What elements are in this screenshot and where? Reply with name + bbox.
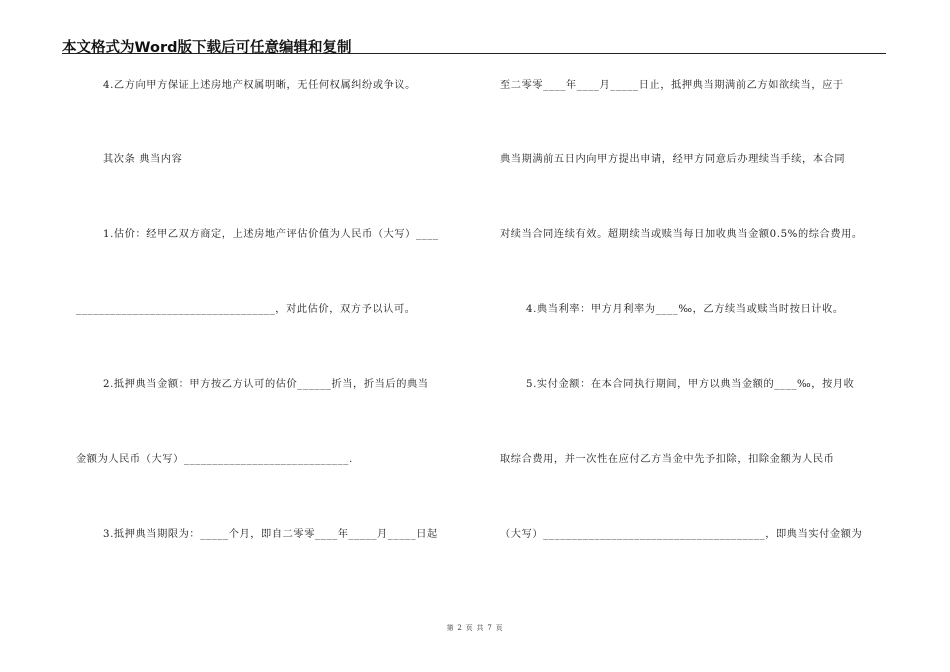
renewal-application-text: 典当期满前五日内向甲方提出申请，经甲方同意后办理续当手续，本合同 — [500, 154, 846, 165]
clause-5-actual-payment: 5.实付金额：在本合同执行期间，甲方以典当金额的____‰，按月收 — [526, 379, 855, 390]
clause-1-valuation: 1.估价：经甲乙双方商定，上述房地产评估价值为人民币（大写）____ — [103, 229, 439, 240]
clause-1-valuation-cont: ___________________________________，对此估价，双方予以认可。 — [76, 304, 416, 315]
clause-3-term-cont: 至二零零____年____月_____日止，抵押典当期满前乙方如欲续当，应于 — [500, 80, 844, 91]
clause-2-pledge-amount-cont: 金额为人民币（大写）_____________________________. — [76, 454, 353, 465]
header-rule — [62, 53, 886, 54]
section-2-heading: 其次条 典当内容 — [103, 154, 183, 165]
clause-3-pledge-term: 3.抵押典当期限为：_____个月，即自二零零____年_____月_____日起 — [103, 529, 438, 540]
clause-5-amount-text: （大写）_______________________________________，即典当实付金额为 — [500, 529, 863, 540]
clause-5-actual-payment-cont: 取综合费用，并一次性在应付乙方当金中先予扣除，扣除金额为人民币 — [500, 454, 835, 465]
clause-4-interest-rate: 4.典当利率：甲方月利率为____‰，乙方续当或赎当时按日计收。 — [526, 304, 844, 315]
page-number: 第 2 页 共 7 页 — [446, 624, 504, 632]
clause-2-pledge-amount: 2.抵押典当金额：甲方按乙方认可的估价______折当，折当后的典当 — [103, 379, 429, 390]
clause-4-guarantee: 4.乙方向甲方保证上述房地产权属明晰，无任何权属纠纷或争议。 — [103, 80, 416, 91]
document-header-title: 本文格式为Word版下载后可任意编辑和复制 — [62, 40, 352, 56]
renewal-fee-text: 对续当合同连续有效。超期续当或赎当每日加收典当金额0.5%的综合费用。 — [500, 229, 863, 240]
